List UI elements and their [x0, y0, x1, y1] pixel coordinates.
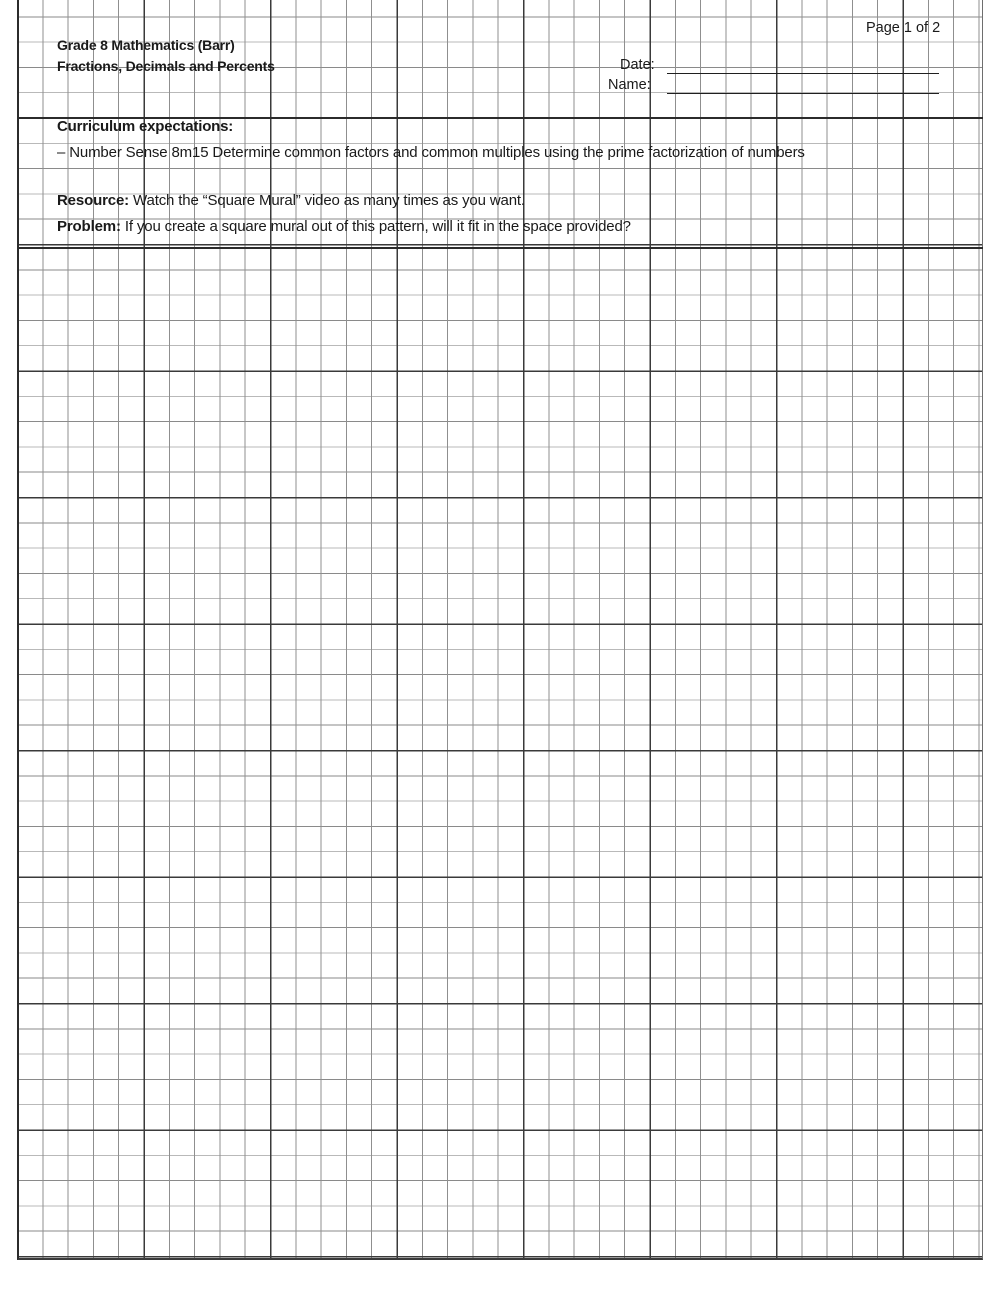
problem-text: If you create a square mural out of this pattern, will it fit in the space provided?	[124, 218, 631, 235]
resource-line	[57, 193, 525, 208]
resource-text: Watch the “Square Mural” video as many times as you want.	[133, 192, 525, 209]
date-label: Date:	[620, 57, 655, 73]
date-input-line[interactable]	[667, 73, 939, 74]
problem-line	[57, 219, 631, 234]
problem-label: Problem:	[57, 218, 121, 235]
page-indicator: Page 1 of 2	[866, 20, 941, 36]
resource-label: Resource:	[57, 192, 130, 209]
course-subtitle: Fractions, Decimals and Percents	[57, 58, 275, 74]
curriculum-expectations-heading: Curriculum expectations:	[57, 118, 234, 135]
name-input-line[interactable]	[667, 93, 939, 94]
name-label: Name:	[608, 77, 651, 93]
curriculum-expectation-item: – Number Sense 8m15 Determine common factors and common multiples using the prime factorization of numbers	[57, 144, 805, 161]
course-title: Grade 8 Mathematics (Barr)	[57, 37, 235, 53]
